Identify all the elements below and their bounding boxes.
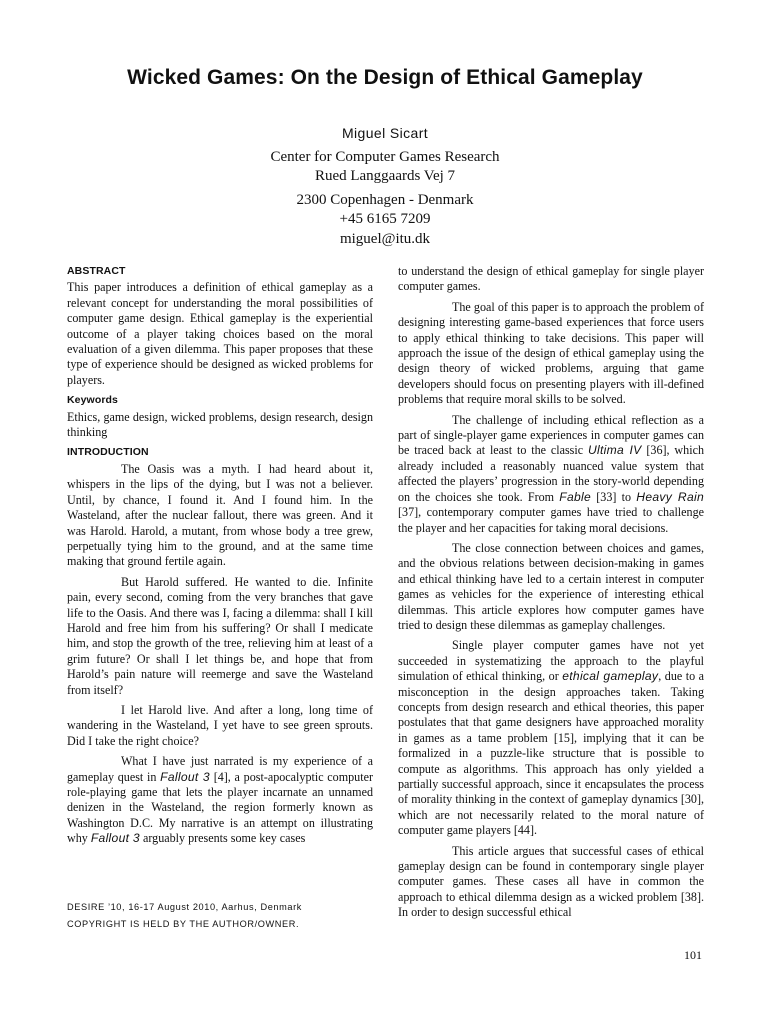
text-run: [36], which already included a reasonably nuanced value system that affected the players’ progression in the story-world depending on the choices she took. From bbox=[398, 443, 704, 504]
text-run: [37], contemporary computer games have tried to challenge the player and her capacities for taking moral decisions. bbox=[398, 505, 704, 535]
author-block bbox=[0, 124, 770, 249]
text-run: Single player computer games have not yet succeeded in systematizing the approach to the playful simulation of ethical thinking, or bbox=[398, 638, 704, 684]
left-column bbox=[67, 264, 373, 847]
introduction-heading: INTRODUCTION bbox=[67, 446, 149, 459]
game-title: Fable bbox=[559, 489, 592, 504]
body-paragraph bbox=[398, 413, 704, 536]
game-title: Ultima IV bbox=[587, 443, 642, 458]
text-run: [33] to bbox=[591, 489, 637, 504]
text-run: arguably presents some key cases bbox=[139, 831, 306, 846]
term-ethical-gameplay: ethical gameplay bbox=[562, 669, 659, 684]
text-run: , due to a misconception in the design approaches taken. Taking concepts from design research and ethical theories, this paper postulates that that game designers have approached morality in games as a tame problem [15], implying that it can be formalized in a puzzle-like structure that is possible to compute as algorithms. This approach has only yielded a partially successful approach, since it encapsulates the process of morality thinking in the context of gameplay dynamics [30], which are not necessarily related to the moral nature of computer game players [44]. bbox=[398, 669, 704, 838]
intro-paragraph: The Oasis was a myth. I had heard about it, whispers in the lips of the dying, but I was not a believer. Until, by chance, I found it. And I found him. In the Wasteland, after the nuclear fallout, there was green. And it was Harold. Harold, a mutant, from whose body a tree grew, perpetually tying him to the ground, and at the same time making that ground fertile again. bbox=[67, 461, 373, 569]
intro-paragraph bbox=[67, 754, 373, 846]
copyright-footer bbox=[67, 899, 367, 933]
body-paragraph: to understand the design of ethical gameplay for single player computer games. bbox=[398, 264, 704, 294]
copyright-line: COPYRIGHT IS HELD BY THE AUTHOR/OWNER. bbox=[67, 919, 300, 929]
intro-paragraph: I let Harold live. And after a long, long time of wandering in the Wasteland, I yet have to see green sprouts. Did I take the right choice? bbox=[67, 702, 373, 748]
affiliation-line: Center for Computer Games Research bbox=[270, 148, 500, 165]
conference-line: DESIRE ’10, 16-17 August 2010, Aarhus, Denmark bbox=[67, 902, 302, 912]
address-line: 2300 Copenhagen - Denmark bbox=[296, 191, 474, 208]
phone-line: +45 6165 7209 bbox=[339, 211, 431, 227]
affiliation-line: Rued Langgaards Vej 7 bbox=[314, 168, 456, 184]
game-title: Heavy Rain bbox=[636, 489, 704, 504]
body-paragraph: The close connection between choices and games, and the obvious relations between decision-making in games and ethical thinking have led to a certain interest in computer games as vehicles for the experience of interesting ethical dilemmas. This article explores how computer games have tried to design these dilemmas as gameplay challenges. bbox=[398, 540, 704, 632]
body-paragraph bbox=[398, 638, 704, 838]
right-column bbox=[398, 264, 704, 921]
email-line: miguel@itu.dk bbox=[339, 230, 431, 247]
keywords-text: Ethics, game design, wicked problems, design research, design thinking bbox=[67, 409, 373, 440]
game-title: Fallout 3 bbox=[90, 831, 140, 846]
intro-paragraph: But Harold suffered. He wanted to die. Infinite pain, every second, coming from the very branches that gave life to the Oasis. And there was I, facing a dilemma: shall I kill Harold and free him from his suffering? Or shall I medicate him, and stop the growth of the tree, relieving him at least of a grim future? Or shall I let things be, and hope that from Harold’s pain nature will reemerge and save the Wasteland from itself? bbox=[67, 574, 373, 697]
abstract-heading: ABSTRACT bbox=[67, 265, 126, 277]
text-run: The challenge of including ethical reflection as a part of single-player game experiences in computer games can be traced back at least to the classic bbox=[398, 412, 704, 458]
author-name: Miguel Sicart bbox=[341, 125, 429, 141]
paper-title: Wicked Games: On the Design of Ethical Gameplay bbox=[127, 66, 643, 89]
keywords-heading: Keywords bbox=[67, 394, 118, 407]
page-number: 101 bbox=[684, 948, 702, 962]
body-paragraph: This article argues that successful cases of ethical gameplay design can be found in contemporary single player computer games. These cases all have in common the approach to ethical dilemma design as a wicked problem [38]. In order to design successful ethical bbox=[398, 843, 704, 920]
text-run: What I have just narrated is my experience of a gameplay quest in bbox=[67, 754, 373, 784]
body-paragraph: The goal of this paper is to approach the problem of designing interesting game-based experiences that force users to apply ethical thinking to take decisions. This paper will approach the issue of the design of ethical gameplay using the design theory of wicked problems, arguing that game developers should focus on presenting players with ill-defined problems that require moral skills to be solved. bbox=[398, 299, 704, 407]
game-title: Fallout 3 bbox=[160, 769, 210, 784]
text-run: [4], a post-apocalyptic computer role-playing game that lets the player incarnate an unnamed denizen in the Wasteland, the region formerly known as Washington D.C. My narrative is an attempt on illustrating why bbox=[67, 769, 373, 846]
abstract-text: This paper introduces a definition of ethical gameplay as a relevant concept for understanding the moral possibilities of computer game design. Ethical gameplay is the experiential outcome of a player taking choices based on the moral evaluation of a given dilemma. This paper proposes that these type of experience should be designed as wicked problems for players. bbox=[67, 280, 373, 387]
